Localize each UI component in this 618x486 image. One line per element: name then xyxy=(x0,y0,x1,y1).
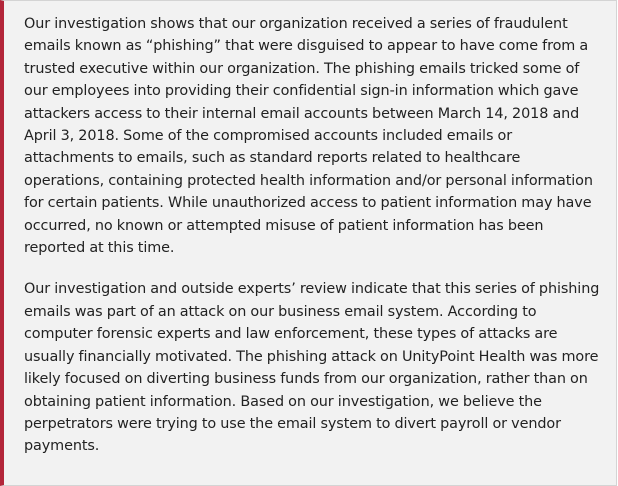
paragraph-attack-motivation: Our investigation and outside experts’ review indicate that this series of phishing emails was part of an attack on our business email system. According to computer forensic experts and law enforcement, these types of attacks are usually financially motivated. The phishing attack on UnityPoint Health was more likely focused on diverting business funds from our organization, rather than on obtaining patient information. Based on our investigation, we believe the perpetrators were trying to use the email system to divert payroll or vendor payments. xyxy=(24,281,600,455)
paragraph-investigation-findings: Our investigation shows that our organization received a series of fraudulent emails known as “phishing” that were disguised to appear to have come from a trusted executive within our organization. The phishing emails tricked some of our employees into providing their confidential sign-in information which gave attackers access to their internal email accounts between March 14, 2018 and April 3, 2018. Some of the compromised accounts included emails or attachments to emails, such as standard reports related to healthcare operations, containing protected health information and/or personal information for certain patients. While unauthorized access to patient information may have occurred, no known or attempted misuse of patient information has been reported at this time. xyxy=(24,16,593,257)
